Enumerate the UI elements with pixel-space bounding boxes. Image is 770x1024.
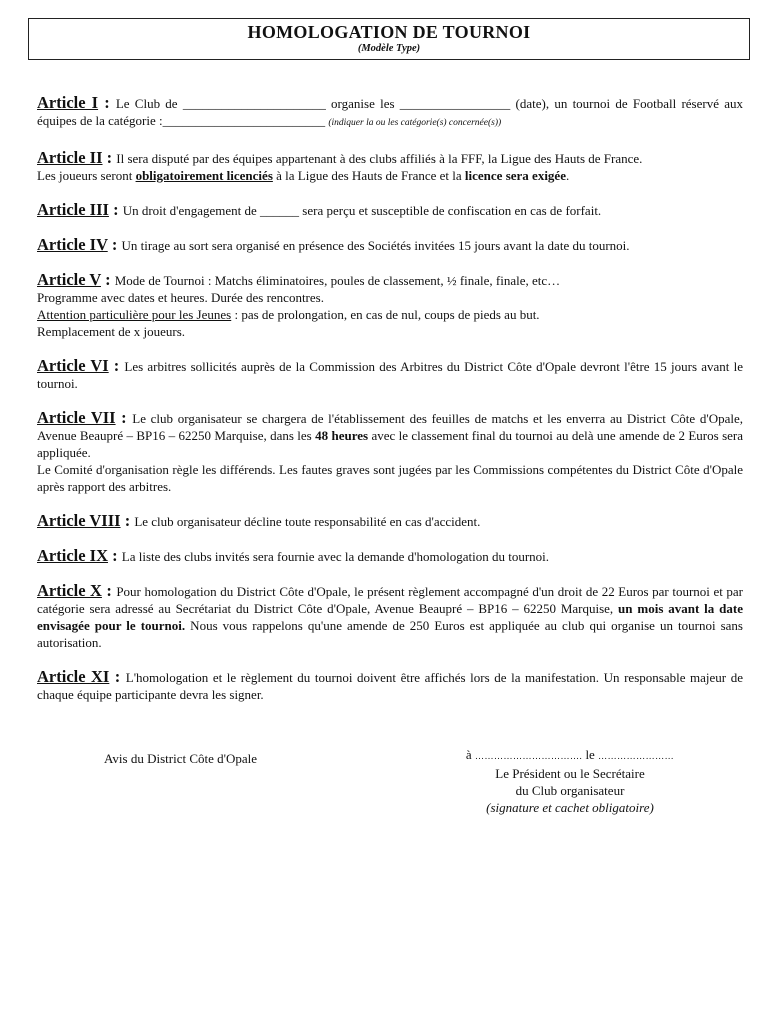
article-5: Article V : Mode de Tournoi : Matchs éliminatoires, poules de classement, ½ finale, finale, etc… Programme avec dates et heures. Durée des rencontres. Attention particulière pour les Jeunes : pas de prolongation, en cas de nul, coups de pieds au but. Remplacement de x joueurs. bbox=[37, 271, 743, 340]
place-blank: ……………………………. bbox=[474, 751, 583, 761]
article-text: L'homologation et le règlement du tournoi doivent être affichés lors de la manifestation. Un responsable majeur de chaque équipe participante devra les signer. bbox=[37, 670, 743, 702]
article-6: Article VI : Les arbitres sollicités auprès de la Commission des Arbitres du District Côte d'Opale devront l'être 15 jours avant le tournoi. bbox=[37, 356, 743, 391]
emphasis-text: un mois avant la date envisagée pour le tournoi. bbox=[37, 601, 743, 633]
emphasis-text: obligatoirement licenciés bbox=[135, 168, 273, 183]
article-text: Un droit d'engagement de ______ sera perçu et susceptible de confiscation en cas de forfait. bbox=[122, 203, 602, 218]
article-2: Article II : Il sera disputé par des équipes appartenant à des clubs affiliés à la FFF, la Ligue des Hauts de France. Les joueurs seront obligatoirement licenciés à la Ligue des Hauts de France et la licence sera exigée. bbox=[37, 148, 643, 183]
club-signature-block bbox=[420, 746, 720, 816]
emphasis-text: 48 heures bbox=[315, 428, 369, 443]
article-text: . bbox=[565, 168, 570, 183]
article-text: Remplacement de x joueurs. bbox=[37, 324, 186, 339]
place-date-line bbox=[420, 746, 720, 765]
article-text: Le Club de ______________________ organise les _________________ (date), un tournoi de Football réservé aux équipes de la catégorie :_________________________ bbox=[37, 96, 743, 128]
date-prefix: le bbox=[585, 747, 595, 762]
emphasis-text: Attention particulière pour les Jeunes bbox=[37, 307, 232, 322]
article-text: Mode de Tournoi : Matchs éliminatoires, poules de classement, ½ finale, finale, etc… bbox=[114, 273, 561, 288]
article-4: Article IV : Un tirage au sort sera organisé en présence des Sociétés invitées 15 jours avant la date du tournoi. bbox=[37, 235, 630, 254]
signer-role: Le Président ou le Secrétaire bbox=[495, 766, 645, 781]
article-text: Nous vous rappelons qu'une amende de 250 Euros est appliquée au club qui organise un tournoi sans autorisation. bbox=[37, 618, 743, 650]
article-text: Il sera disputé par des équipes appartenant à des clubs affiliés à la FFF, la Ligue des Hauts de France. bbox=[116, 151, 643, 166]
article-text: Programme avec dates et heures. Durée des rencontres. bbox=[37, 290, 324, 305]
district-opinion-label: Avis du District Côte d'Opale bbox=[104, 751, 258, 766]
document-title: HOMOLOGATION DE TOURNOI bbox=[247, 22, 531, 42]
article-text: Les joueurs seront bbox=[37, 168, 136, 183]
article-label: Article IX bbox=[37, 546, 109, 565]
article-label: Article X bbox=[37, 581, 102, 600]
date-blank: …………………… bbox=[598, 751, 675, 761]
article-text: avec le classement final du tournoi au delà une amende de 2 Euros sera appliquée. bbox=[37, 428, 743, 460]
article-10: Article X : Pour homologation du District Côte d'Opale, le présent règlement accompagné d'un droit de 22 Euros par tournoi et par catégorie sera adressé au Secrétariat du District Côte d'Opale, Avenue Beaupré – BP16 – 62250 Marquise, un mois avant la date envisagée pour le tournoi. Nous vous rappelons qu'une amende de 250 Euros est appliquée au club qui organise un tournoi sans autorisation. bbox=[37, 581, 743, 650]
article-label: Article VII bbox=[37, 408, 116, 427]
article-text: Les arbitres sollicités auprès de la Commission des Arbitres du District Côte d'Opale devront l'être 15 jours avant le tournoi. bbox=[37, 359, 743, 391]
article-11: Article XI : L'homologation et le règlement du tournoi doivent être affichés lors de la manifestation. Un responsable majeur de chaque équipe participante devra les signer. bbox=[37, 667, 743, 702]
article-1: Article I : Le Club de ______________________ organise les _________________ (date), un tournoi de Football réservé aux équipes de la catégorie :_________________________ (indiquer la ou les catégorie(s) concernée(s)) bbox=[37, 93, 743, 128]
article-9: Article IX : La liste des clubs invités sera fournie avec la demande d'homologation du tournoi. bbox=[37, 546, 550, 565]
article-label: Article I bbox=[37, 93, 99, 112]
article-text: Le club organisateur décline toute responsabilité en cas d'accident. bbox=[134, 514, 481, 529]
article-text: Pour homologation du District Côte d'Opale, le présent règlement accompagné d'un droit de 22 Euros par tournoi et par catégorie sera adressé au Secrétariat du District Côte d'Opale, Avenue Beaupré – BP16 – 62250 Marquise, bbox=[37, 584, 743, 616]
title-box bbox=[28, 18, 750, 60]
article-label: Article V bbox=[37, 270, 101, 289]
article-text: Le Comité d'organisation règle les différends. Les fautes graves sont jugées par les Commissions compétentes du District Côte d'Opale après rapport des arbitres. bbox=[37, 462, 743, 494]
article-text: : pas de prolongation, en cas de nul, coups de pieds au but. bbox=[231, 307, 540, 322]
article-text: à la Ligue des Hauts de France et la bbox=[272, 168, 465, 183]
place-prefix: à bbox=[465, 747, 472, 762]
article-text: Le club organisateur se chargera de l'établissement des feuilles de matchs et les enverra au District Côte d'Opale, Avenue Beaupré – BP16 – 62250 Marquise, dans les bbox=[37, 411, 743, 443]
article-label: Article VI bbox=[37, 356, 109, 375]
article-label: Article II bbox=[37, 148, 103, 167]
emphasis-text: licence sera exigée bbox=[464, 168, 566, 183]
article-label: Article IV bbox=[37, 235, 108, 254]
signer-organization: du Club organisateur bbox=[515, 783, 625, 798]
articles-section bbox=[37, 94, 743, 720]
article-label: Article III bbox=[37, 200, 109, 219]
article-7: Article VII : Le club organisateur se chargera de l'établissement des feuilles de matchs et les enverra au District Côte d'Opale, Avenue Beaupré – BP16 – 62250 Marquise, dans les 48 heures avec le classement final du tournoi au delà une amende de 2 Euros sera appliquée. Le Comité d'organisation règle les différends. Les fautes graves sont jugées par les Commissions compétentes du District Côte d'Opale après rapport des arbitres. bbox=[37, 408, 743, 494]
article-label: Article VIII bbox=[37, 511, 121, 530]
category-note: (indiquer la ou les catégorie(s) concernée(s)) bbox=[328, 118, 502, 128]
article-8: Article VIII : Le club organisateur décline toute responsabilité en cas d'accident. bbox=[37, 511, 481, 530]
article-text: La liste des clubs invités sera fournie avec la demande d'homologation du tournoi. bbox=[121, 549, 550, 564]
signature-note: (signature et cachet obligatoire) bbox=[486, 800, 654, 815]
article-label: Article XI bbox=[37, 667, 110, 686]
document-subtitle: (Modèle Type) bbox=[357, 43, 421, 54]
article-text: Un tirage au sort sera organisé en présence des Sociétés invitées 15 jours avant la date du tournoi. bbox=[121, 238, 630, 253]
article-3: Article III : Un droit d'engagement de ______ sera perçu et susceptible de confiscation en cas de forfait. bbox=[37, 200, 602, 219]
